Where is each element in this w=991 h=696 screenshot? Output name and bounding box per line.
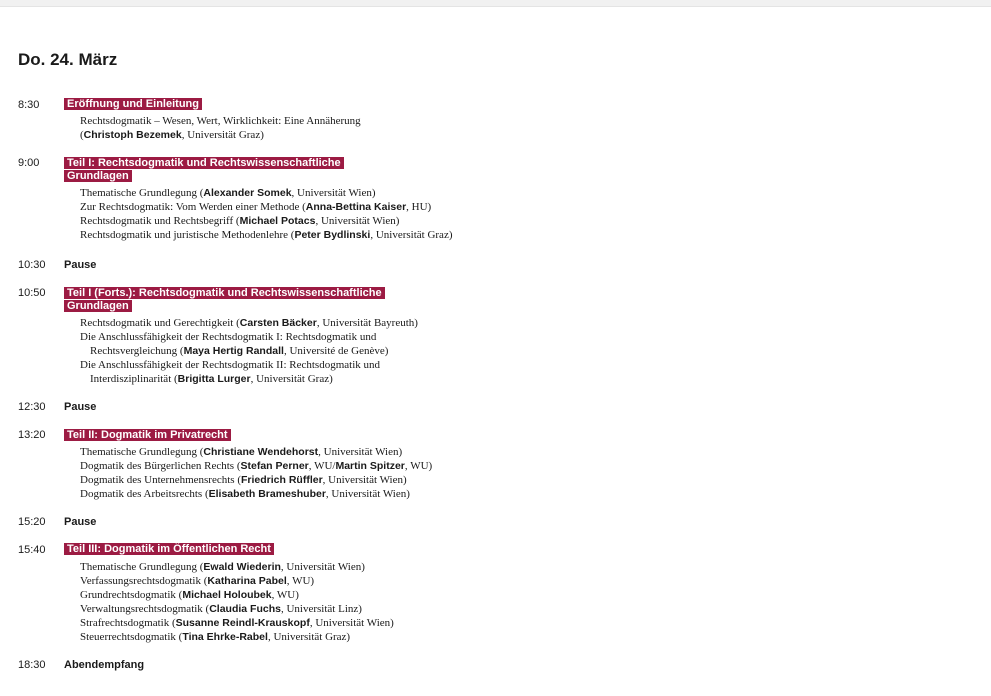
speaker-name: Maya Hertig Randall bbox=[183, 345, 284, 357]
time-label: 9:00 bbox=[18, 157, 40, 169]
talk-item: Strafrechtsdogmatik (Susanne Reindl-Krauskopf, Universität Wien) bbox=[80, 617, 394, 629]
break-label: Abendempfang bbox=[64, 659, 145, 671]
session-title: Teil III: Dogmatik im Öffentlichen Recht bbox=[64, 543, 274, 556]
speaker-name: Susanne Reindl-Krauskopf bbox=[175, 617, 310, 629]
speaker-name: Tina Ehrke-Rabel bbox=[182, 631, 268, 643]
time-label: 15:20 bbox=[18, 516, 46, 528]
speaker-name: Michael Holoubek bbox=[182, 589, 272, 601]
talk-item: Die Anschlussfähigkeit der Rechtsdogmatik II: Rechtsdogmatik und bbox=[80, 359, 381, 371]
time-label: 12:30 bbox=[18, 401, 46, 413]
talk-item: Thematische Grundlegung (Christiane Wendehorst, Universität Wien) bbox=[80, 446, 403, 458]
talk-item: Steuerrechtsdogmatik (Tina Ehrke-Rabel, Universität Graz) bbox=[80, 631, 351, 643]
speaker-name: Michael Potacs bbox=[239, 215, 316, 227]
speaker-name: Martin Spitzer bbox=[335, 460, 405, 472]
talk-item: Interdisziplinarität (Brigitta Lurger, Universität Graz) bbox=[90, 373, 333, 385]
top-bar bbox=[0, 0, 991, 7]
talk-item: (Christoph Bezemek, Universität Graz) bbox=[80, 129, 264, 141]
talk-item: Dogmatik des Arbeitsrechts (Elisabeth Brameshuber, Universität Wien) bbox=[80, 488, 410, 500]
break-label: Pause bbox=[64, 401, 97, 413]
time-label: 10:30 bbox=[18, 259, 46, 271]
time-label: 18:30 bbox=[18, 659, 46, 671]
talk-item: Rechtsdogmatik und juristische Methodenlehre (Peter Bydlinski, Universität Graz) bbox=[80, 229, 453, 241]
speaker-name: Alexander Somek bbox=[203, 187, 292, 199]
talk-item: Thematische Grundlegung (Ewald Wiederin, Universität Wien) bbox=[80, 561, 365, 573]
speaker-name: Christoph Bezemek bbox=[83, 129, 182, 141]
talk-item: Thematische Grundlegung (Alexander Somek, Universität Wien) bbox=[80, 187, 376, 199]
speaker-name: Katharina Pabel bbox=[207, 575, 287, 587]
talk-item: Die Anschlussfähigkeit der Rechtsdogmatik I: Rechtsdogmatik und bbox=[80, 331, 377, 343]
speaker-name: Stefan Perner bbox=[240, 460, 309, 472]
speaker-name: Carsten Bäcker bbox=[239, 317, 317, 329]
talk-item: Rechtsdogmatik – Wesen, Wert, Wirklichkeit: Eine Annäherung bbox=[80, 115, 361, 127]
speaker-name: Peter Bydlinski bbox=[294, 229, 371, 241]
day-heading: Do. 24. März bbox=[18, 50, 118, 69]
speaker-name: Elisabeth Brameshuber bbox=[208, 488, 326, 500]
session-title: Teil I (Forts.): Rechtsdogmatik und Rechtswissenschaftliche Grundlagen bbox=[64, 287, 385, 313]
talk-item: Rechtsvergleichung (Maya Hertig Randall, Université de Genève) bbox=[90, 345, 389, 357]
talk-item: Verwaltungsrechtsdogmatik (Claudia Fuchs, Universität Linz) bbox=[80, 603, 362, 615]
talk-item: Rechtsdogmatik und Rechtsbegriff (Michael Potacs, Universität Wien) bbox=[80, 215, 400, 227]
speaker-name: Brigitta Lurger bbox=[177, 373, 251, 385]
speaker-name: Friedrich Rüffler bbox=[240, 474, 323, 486]
time-label: 8:30 bbox=[18, 99, 40, 111]
talk-item: Verfassungsrechtsdogmatik (Katharina Pabel, WU) bbox=[80, 575, 315, 587]
speaker-name: Ewald Wiederin bbox=[203, 561, 281, 573]
talk-item: Rechtsdogmatik und Gerechtigkeit (Carsten Bäcker, Universität Bayreuth) bbox=[80, 317, 418, 329]
talk-item: Grundrechtsdogmatik (Michael Holoubek, WU) bbox=[80, 589, 299, 601]
session-title: Teil II: Dogmatik im Privatrecht bbox=[64, 429, 231, 442]
time-label: 10:50 bbox=[18, 287, 46, 299]
talk-item: Dogmatik des Bürgerlichen Rechts (Stefan Perner, WU/Martin Spitzer, WU) bbox=[80, 460, 433, 472]
speaker-name: Anna-Bettina Kaiser bbox=[305, 201, 407, 213]
session-title: Eröffnung und Einleitung bbox=[64, 98, 202, 111]
time-label: 13:20 bbox=[18, 429, 46, 441]
session-title: Teil I: Rechtsdogmatik und Rechtswissenschaftliche Grundlagen bbox=[64, 157, 344, 183]
break-label: Pause bbox=[64, 259, 97, 271]
speaker-name: Claudia Fuchs bbox=[209, 603, 281, 615]
talk-item: Dogmatik des Unternehmensrechts (Friedrich Rüffler, Universität Wien) bbox=[80, 474, 407, 486]
speaker-name: Christiane Wendehorst bbox=[203, 446, 319, 458]
talk-item: Zur Rechtsdogmatik: Vom Werden einer Methode (Anna-Bettina Kaiser, HU) bbox=[80, 201, 432, 213]
break-label: Pause bbox=[64, 516, 97, 528]
time-label: 15:40 bbox=[18, 544, 46, 556]
